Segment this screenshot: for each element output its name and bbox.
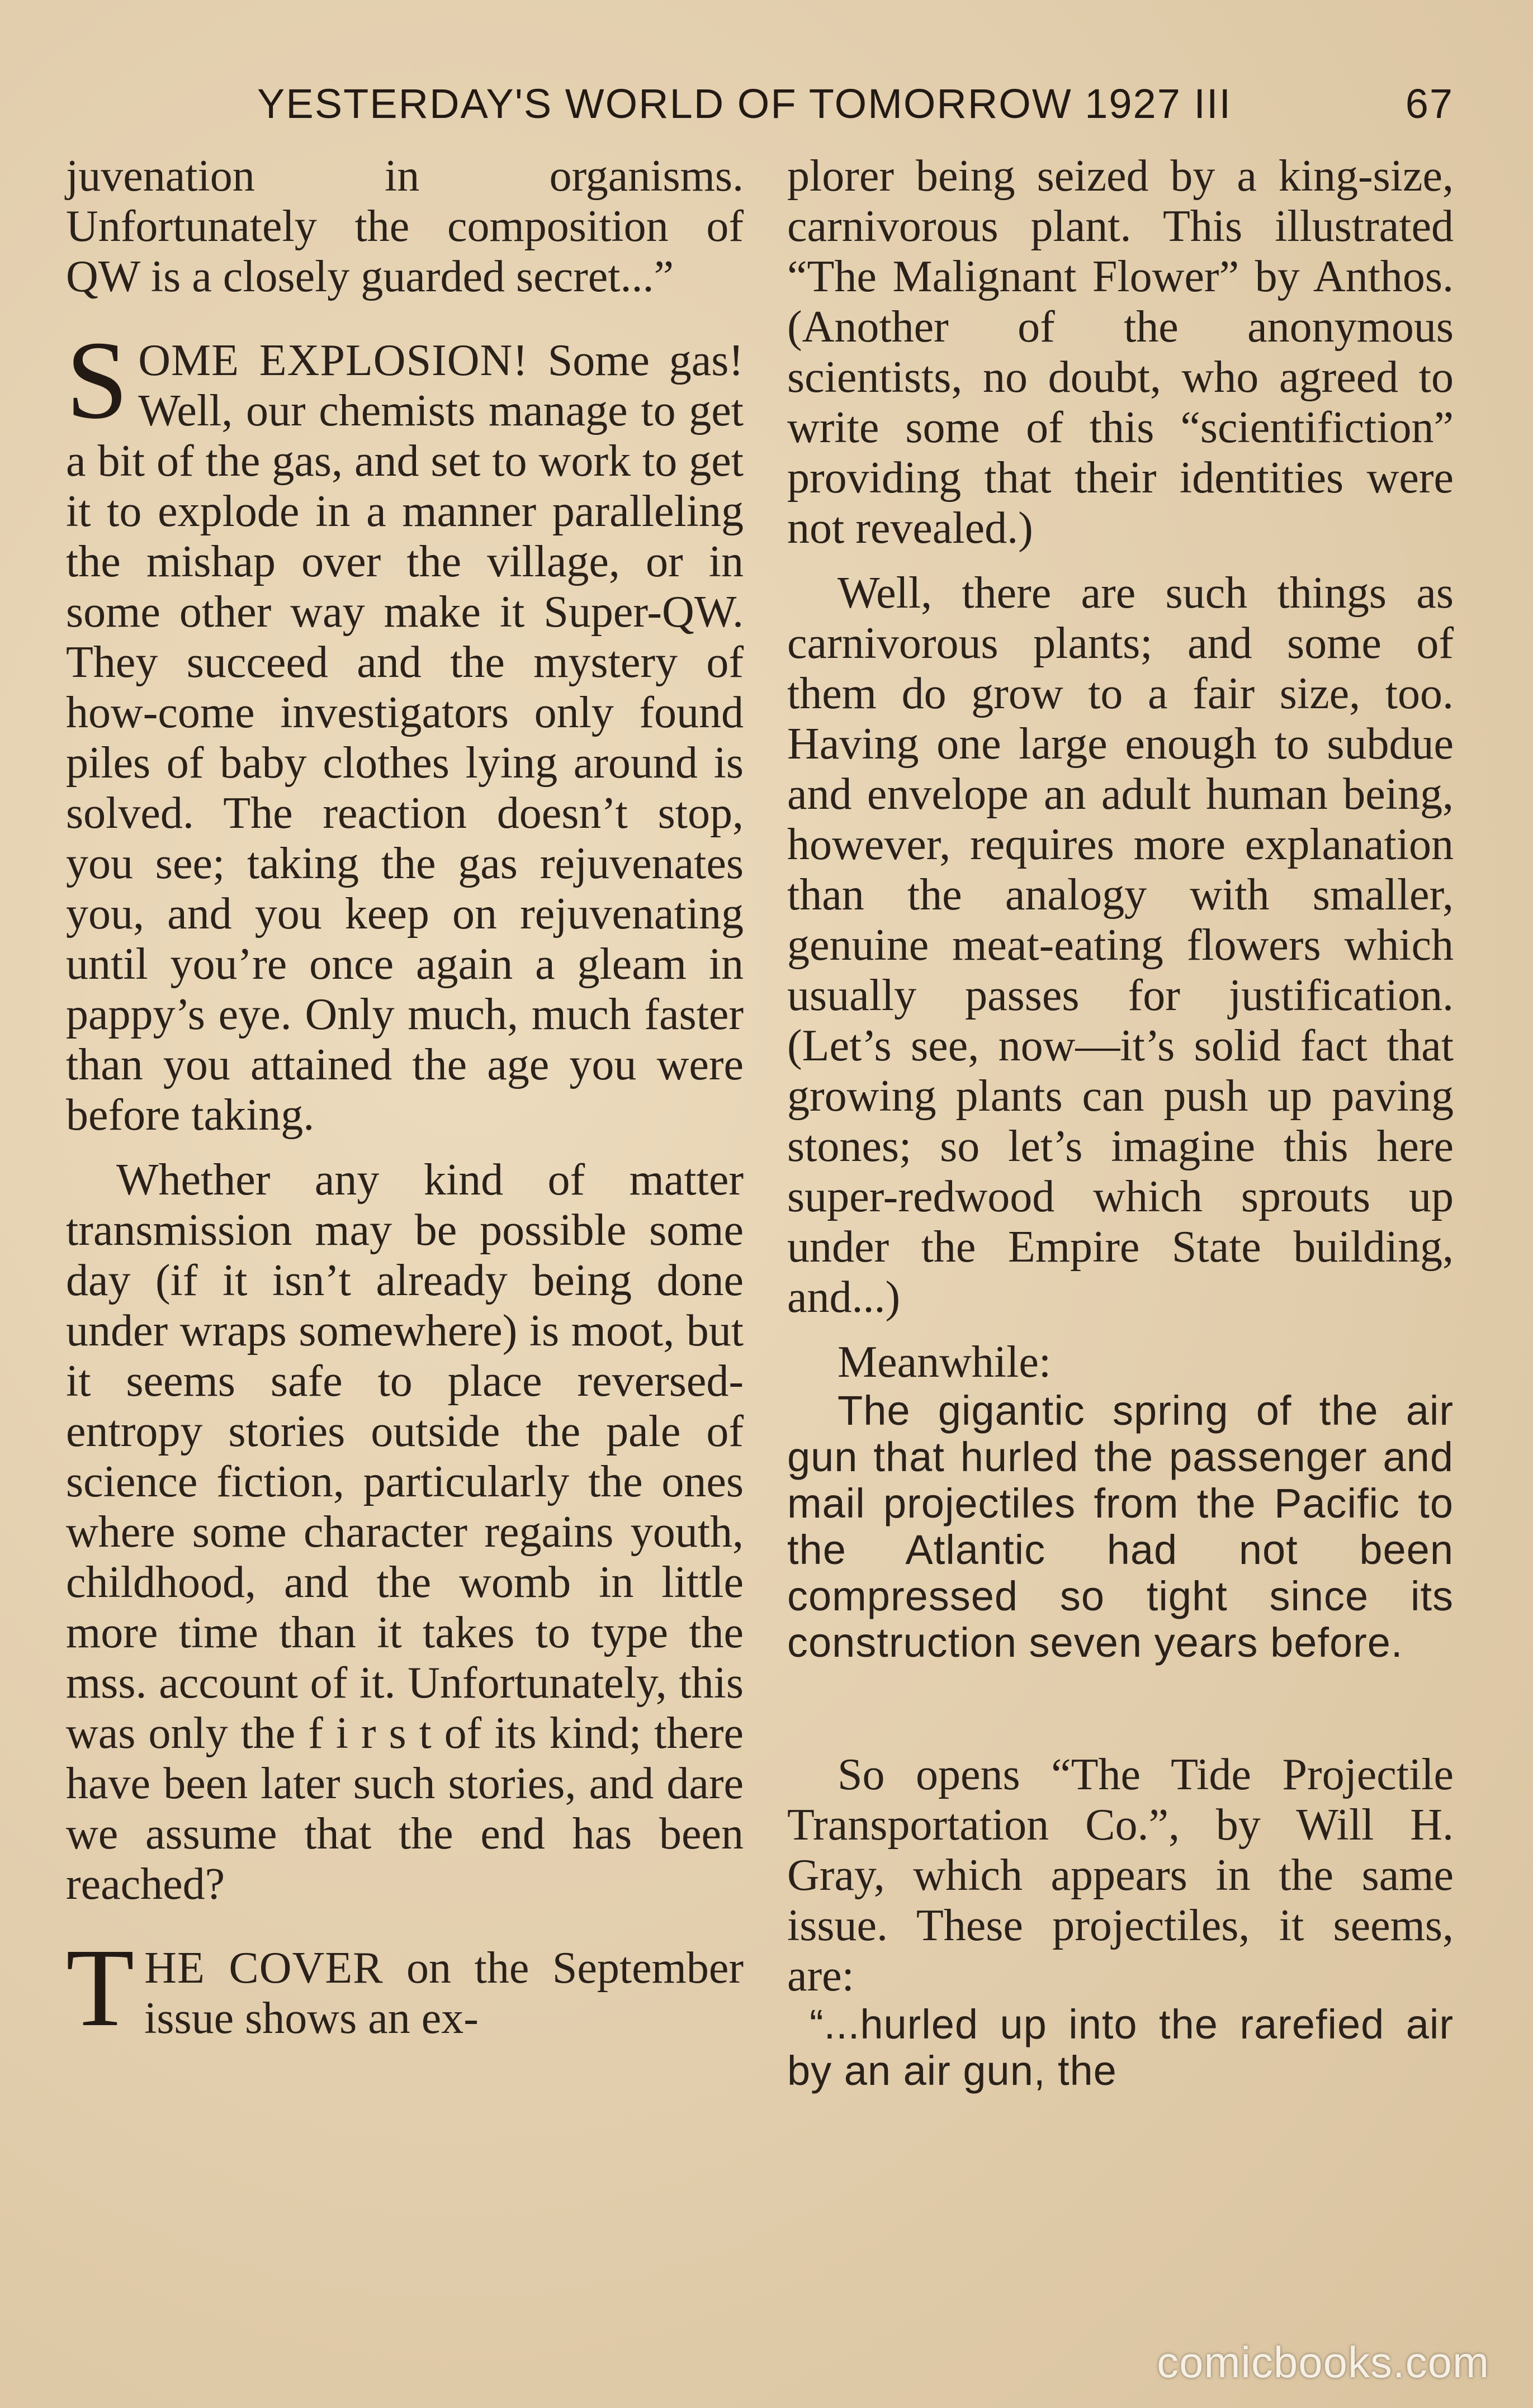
paragraph-body: Some gas! Well, our chemists manage to get a bit of the gas, and set to work to get it to explode in a manner paralleling the mishap over the village, or in some other way make it Super-QW. They succeed and the mystery of how-come investigators only found piles of baby clothes lying around is solved. The reaction doesn’t stop, you see; taking the gas rejuvenates you, and you keep on rejuvenating until you’re once again a gleam in pappy’s eye. Only much, much faster than you attained the age you were before taking. — [66, 336, 744, 1140]
drop-cap-t: T — [66, 1926, 135, 2050]
paragraph-carnivorous-plants: Well, there are such things as carnivorous plants; and some of them do grow to a fair size, too. Having one large enough to subdue and envelope an adult human being, however, requires more explanation than the analogy with smaller, genuine meat-eating flowers which usually passes for justification. (Let’s see, now—it’s solid fact that growing plants can push up paving stones; so let’s imagine this here super-redwood which sprouts up under the Empire State building, and...) — [787, 568, 1454, 1322]
paragraph-body: on the September issue shows an ex- — [144, 1944, 744, 2043]
drop-cap-s: S — [66, 319, 129, 442]
quoted-excerpt: The gigantic spring of the air gun that hurled the passenger and mail projectiles from the Pacific to the Atlantic had not been compressed so tight since its construction seven years before. — [787, 1387, 1454, 1666]
section-lead-the-cover: HE COVER — [144, 1944, 384, 1993]
paragraph-explorer: plorer being seized by a king-size, carnivorous plant. This illustrated “The Malignant Flower” by Anthos. (Another of the anonymous scientists, no doubt, who agreed to write some of this “scientifiction” providing that their identities were not revealed.) — [787, 151, 1454, 553]
paragraph-the-cover — [66, 1926, 744, 2050]
paragraph-matter-transmission — [66, 1155, 744, 1909]
paragraph-text-post: of its kind; there have been later such stories, and dare we assume that the end has been reached? — [66, 1709, 744, 1909]
running-header — [257, 73, 1454, 134]
paragraph-continuation: juvenation in organisms. Unfortunately the composition of QW is a closely guarded secret...” — [66, 151, 744, 301]
paragraph-meanwhile: Meanwhile: — [838, 1338, 1052, 1387]
site-watermark: comicbooks.com — [1157, 2338, 1489, 2387]
emphasis-first: f i r s t — [308, 1709, 432, 1758]
paragraph-text-pre: Whether any kind of matter transmission may be possible some day (if it isn’t already being done under wraps somewhere) is moot, but it seems safe to place reversed-entropy stories outside the pale of science fiction, particularly the ones where some character regains youth, childhood, and the womb in little more time than it takes to type the mss. account of it. Unfortunately, this was only the — [66, 1155, 744, 1758]
page-number: 67 — [1405, 80, 1454, 127]
paragraph-so-opens: So opens “The Tide Projectile Transportation Co.”, by Will H. Gray, which appears in the same issue. These projectiles, it seems, are: — [787, 1750, 1454, 2001]
quoted-excerpt-continued: “...hurled up into the rarefied air by an air gun, the — [787, 2001, 1454, 2094]
section-lead-some-explosion: OME EXPLOSION! — [138, 336, 528, 385]
right-column — [787, 151, 1454, 2094]
left-column — [66, 151, 744, 2050]
paragraph-some-explosion — [66, 319, 744, 1140]
running-title: YESTERDAY'S WORLD OF TOMORROW 1927 III — [257, 80, 1232, 127]
